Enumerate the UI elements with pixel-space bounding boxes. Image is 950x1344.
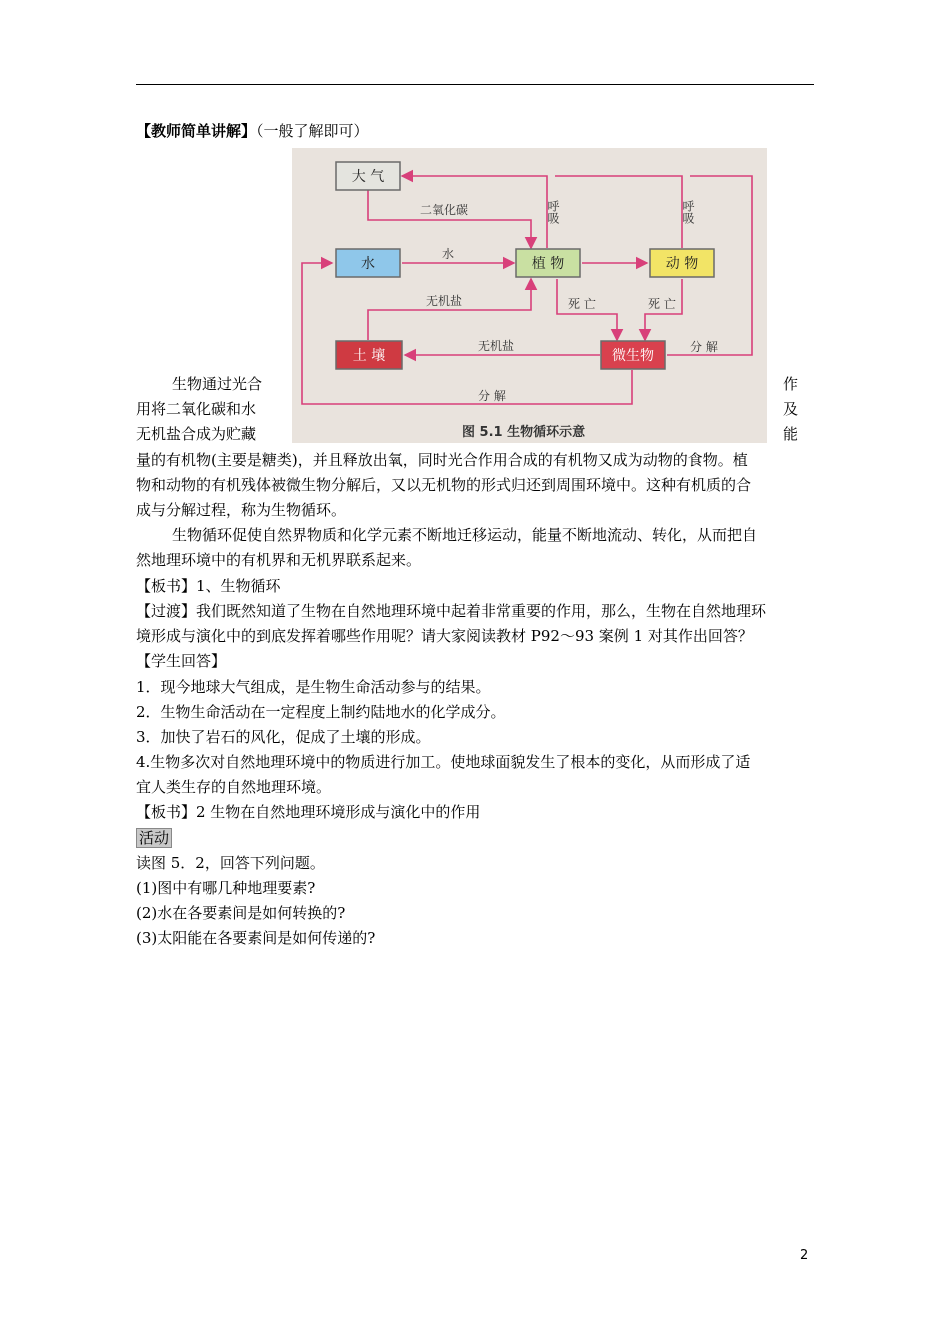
animal-label: 动 物: [665, 256, 699, 272]
intro-bold: 【教师简单讲解】: [136, 122, 257, 140]
answer-item: 4.生物多次对自然地理环境中的物质进行加工。使地球面貌发生了根本的变化，从而形成了适: [136, 753, 751, 771]
decompose-label-1: 分 解: [690, 340, 718, 354]
figure-caption: 图 5.1 生物循环示意: [462, 425, 586, 440]
water-box-label: 水: [361, 256, 375, 272]
transition-line: 【过渡】我们既然知道了生物在自然地理环境中起着非常重要的作用，那么，生物在自然地理环: [136, 602, 767, 620]
question-item: (3)太阳能在各要素间是如何传递的?: [136, 929, 376, 947]
question-intro: 读图 5．2，回答下列问题。: [136, 854, 325, 872]
death-label-2: 死 亡: [648, 297, 676, 311]
transition-line: 境形成与演化中的到底发挥着哪些作用呢？请大家阅读教材 P92～93 案例 1 对其作出回答？: [136, 627, 753, 645]
breath-label-1: 呼吸: [546, 200, 560, 224]
board-heading-2: 【板书】2 生物在自然地理环境形成与演化中的作用: [136, 803, 481, 821]
wrap-right-3: 能: [783, 425, 799, 443]
wrap-right-1: 作: [783, 375, 799, 393]
intro-line: [136, 121, 369, 141]
cycle-diagram: [292, 148, 767, 443]
question-item: (1)图中有哪几种地理要素?: [136, 879, 316, 897]
student-answer-heading: 【学生回答】: [136, 652, 227, 670]
answer-item: 2．生物生命活动在一定程度上制约陆地水的化学成分。: [136, 703, 506, 721]
question-item: (2)水在各要素间是如何转换的?: [136, 904, 346, 922]
death-label-1: 死 亡: [568, 297, 596, 311]
wrap-left-1: 生物通过光合: [172, 375, 263, 393]
body-line: 物和动物的有机残体被微生物分解后，又以无机物的形式归还到周围环境中。这种有机质的合: [136, 476, 752, 494]
decompose-label-2: 分 解: [478, 389, 506, 403]
breath-label-2: 呼吸: [681, 200, 695, 224]
wrap-right-2: 及: [783, 400, 799, 418]
body-line: 生物循环促使自然界物质和化学元素不断地迁移运动，能量不断地流动、转化，从而把自: [172, 526, 758, 544]
water-arrow-label: 水: [442, 247, 455, 261]
plant-label: 植 物: [531, 256, 565, 272]
co2-label: 二氧化碳: [420, 203, 469, 217]
atmosphere-label: 大 气: [351, 169, 385, 185]
biological-cycle-figure: [292, 148, 767, 443]
wrap-left-3: 无机盐合成为贮藏: [136, 425, 257, 443]
salt-label-1: 无机盐: [426, 294, 463, 308]
header-rule: [136, 84, 814, 85]
soil-label: 土 壤: [352, 348, 386, 364]
answer-item: 宜人类生存的自然地理环境。: [136, 778, 332, 796]
answer-item: 1．现今地球大气组成，是生物生命活动参与的结果。: [136, 678, 491, 696]
body-line: 成与分解过程，称为生物循环。: [136, 501, 347, 519]
answer-item: 3．加快了岩石的风化，促成了土壤的形成。: [136, 728, 431, 746]
wrap-left-2: 用将二氧化碳和水: [136, 400, 257, 418]
microbe-label: 微生物: [612, 348, 654, 364]
activity-highlight: 活动: [136, 828, 172, 848]
salt-label-2: 无机盐: [478, 339, 515, 353]
intro-note: （一般了解即可）: [256, 122, 369, 140]
body-line: 然地理环境中的有机界和无机界联系起来。: [136, 551, 422, 569]
page-number: 2: [800, 1248, 809, 1263]
activity-label: [136, 828, 172, 848]
body-line: 量的有机物(主要是糖类)，并且释放出氧，同时光合作用合成的有机物又成为动物的食物。植: [136, 451, 748, 469]
board-heading-1: 【板书】1、生物循环: [136, 577, 281, 595]
